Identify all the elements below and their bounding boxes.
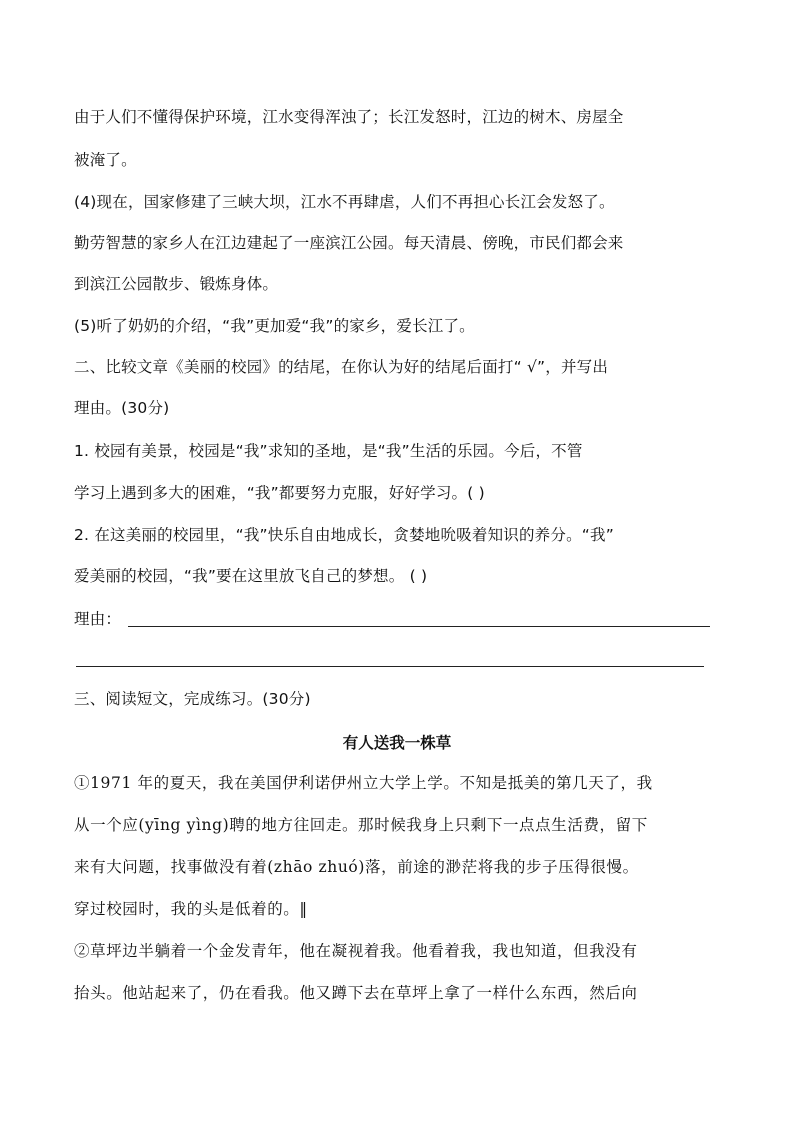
story-line: 抬头。他站起来了，仍在看我。他又蹲下去在草坪上拿了一样什么东西，然后向 xyxy=(74,984,638,1002)
section-heading-3: 三、阅读短文，完成练习。(30分) xyxy=(74,690,311,708)
story-line: ①1971 年的夏天，我在美国伊利诺伊州立大学上学。不知是抵美的第几天了，我 xyxy=(74,774,653,792)
option-2: 2. 在这美丽的校园里，“我”快乐自由地成长，贪婪地吮吸着知识的养分。“我” xyxy=(74,526,614,544)
reason-label: 理由： xyxy=(74,610,122,628)
section-heading-2: 二、比较文章《美丽的校园》的结尾，在你认为好的结尾后面打“ √”，并写出 xyxy=(74,358,609,376)
reason-answer-line-1[interactable] xyxy=(128,626,710,627)
story-line: ②草坪边半躺着一个金发青年，他在凝视着我。他看着我，我也知道，但我没有 xyxy=(74,942,638,960)
story-line: 穿过校园时，我的头是低着的。‖ xyxy=(74,900,308,918)
text-line: (5)听了奶奶的介绍，“我”更加爱“我”的家乡，爱长江了。 xyxy=(74,317,475,335)
text-line: 被淹了。 xyxy=(74,151,137,169)
option-2-cont: 爱美丽的校园，“我”要在这里放飞自己的梦想。 ( ) xyxy=(74,567,428,585)
story-line: 来有大问题，找事做没有着(zhāo zhuó)落，前途的渺茫将我的步子压得很慢。 xyxy=(74,858,639,876)
story-title: 有人送我一株草 xyxy=(342,734,452,752)
story-line: 从一个应(yīng yìng)聘的地方往回走。那时候我身上只剩下一点点生活费，留下 xyxy=(74,816,648,834)
option-1: 1. 校园有美景，校园是“我”求知的圣地，是“我”生活的乐园。今后，不管 xyxy=(74,442,583,460)
text-line: 到滨江公园散步、锻炼身体。 xyxy=(74,275,279,293)
text-line: 由于人们不懂得保护环境，江水变得浑浊了；长江发怒时，江边的树木、房屋全 xyxy=(74,108,624,126)
text-line: 理由。(30分) xyxy=(74,399,170,417)
text-line: (4)现在，国家修建了三峡大坝，江水不再肆虐，人们不再担心长江会发怒了。 xyxy=(74,193,615,211)
reason-answer-line-2[interactable] xyxy=(76,666,704,667)
text-line: 勤劳智慧的家乡人在江边建起了一座滨江公园。每天清晨、傍晚，市民们都会来 xyxy=(74,234,624,252)
option-1-cont: 学习上遇到多大的困难，“我”都要努力克服，好好学习。( ) xyxy=(74,484,485,502)
